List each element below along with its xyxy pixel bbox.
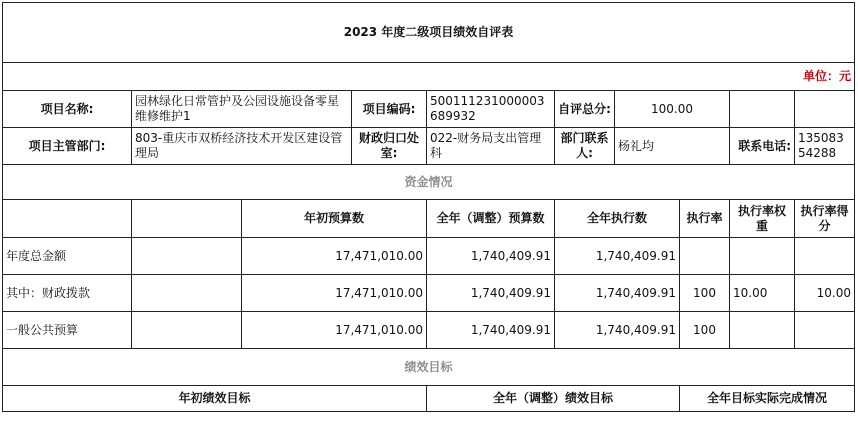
- row-name: 年度总金额: [3, 238, 132, 275]
- finance-value: 022-财务局支出管理科: [427, 128, 555, 165]
- row-executed: 1,740,409.91: [555, 312, 680, 349]
- row-rate: [680, 238, 730, 275]
- table-row: [3, 275, 855, 312]
- phone-value: 13508354288: [795, 128, 855, 165]
- table-row: [3, 238, 855, 275]
- empty-cell: [730, 91, 795, 128]
- empty-cell: [795, 91, 855, 128]
- row-adjusted: 1,740,409.91: [427, 275, 555, 312]
- empty-cell: [3, 200, 132, 238]
- row-adjusted: 1,740,409.91: [427, 238, 555, 275]
- project-code-label: 项目编码:: [352, 91, 427, 128]
- row-executed: 1,740,409.91: [555, 238, 680, 275]
- row-name: 其中：财政拨款: [3, 275, 132, 312]
- dept-value: 803-重庆市双桥经济技术开发区建设管理局: [132, 128, 352, 165]
- row-weight: 10.00: [730, 275, 795, 312]
- empty-cell: [132, 200, 242, 238]
- row-weight: [730, 238, 795, 275]
- project-name-label: 项目名称:: [3, 91, 132, 128]
- empty-cell: [132, 312, 242, 349]
- table-row: [3, 312, 855, 349]
- row-rate: 100: [680, 275, 730, 312]
- row-initial: 17,471,010.00: [242, 238, 427, 275]
- row-rate: 100: [680, 312, 730, 349]
- header-initial-budget: 年初预算数: [242, 200, 427, 238]
- row-score: 10.00: [795, 275, 855, 312]
- header-rate: 执行率: [680, 200, 730, 238]
- finance-label: 财政归口处室:: [352, 128, 427, 165]
- project-code-value: 500111231000003689932: [427, 91, 555, 128]
- header-actual-completion: 全年目标实际完成情况: [680, 386, 855, 412]
- dept-label: 项目主管部门:: [3, 128, 132, 165]
- row-weight: [730, 312, 795, 349]
- unit-label: 单位：元: [3, 63, 855, 91]
- sheet-title: 2023 年度二级项目绩效自评表: [3, 3, 855, 63]
- project-name-value: 园林绿化日常管护及公园设施设备零星维修维护1: [132, 91, 352, 128]
- self-score-value: 100.00: [615, 91, 730, 128]
- self-evaluation-sheet: [2, 2, 855, 412]
- empty-cell: [132, 238, 242, 275]
- header-adjusted-budget: 全年（调整）预算数: [427, 200, 555, 238]
- row-initial: 17,471,010.00: [242, 312, 427, 349]
- contact-value: 杨礼均: [615, 128, 730, 165]
- row-score: [795, 238, 855, 275]
- header-weight: 执行率权重: [730, 200, 795, 238]
- phone-label: 联系电话:: [730, 128, 795, 165]
- row-score: [795, 312, 855, 349]
- header-score: 执行率得分: [795, 200, 855, 238]
- header-adjusted-goal: 全年（调整）绩效目标: [427, 386, 680, 412]
- header-initial-goal: 年初绩效目标: [3, 386, 427, 412]
- funds-section-title: 资金情况: [3, 165, 855, 200]
- performance-section-title: 绩效目标: [3, 349, 855, 386]
- row-adjusted: 1,740,409.91: [427, 312, 555, 349]
- header-executed: 全年执行数: [555, 200, 680, 238]
- contact-label: 部门联系人:: [555, 128, 615, 165]
- row-initial: 17,471,010.00: [242, 275, 427, 312]
- row-name: 一般公共预算: [3, 312, 132, 349]
- self-score-label: 自评总分:: [555, 91, 615, 128]
- row-executed: 1,740,409.91: [555, 275, 680, 312]
- empty-cell: [132, 275, 242, 312]
